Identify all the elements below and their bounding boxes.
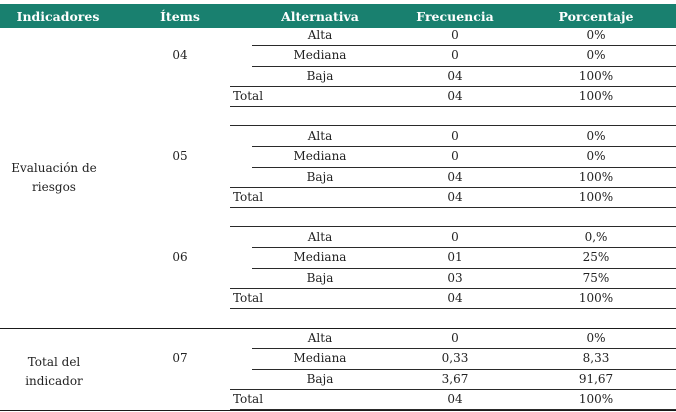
header-alternativa: Alternativa [281, 9, 359, 24]
frecuencia-cell: 0,33 [441, 351, 469, 366]
alternativa-cell: Mediana [293, 250, 347, 265]
group-spacer-line [230, 125, 676, 126]
header-frecuencia: Frecuencia [416, 9, 494, 24]
total-bottom-divider [230, 106, 676, 107]
total-label: Total [232, 391, 264, 406]
indicator-evaluacion-line1: Evaluación de [11, 161, 97, 175]
alternativa-cell: Alta [307, 129, 333, 143]
porcentaje-cell: 100% [578, 169, 614, 184]
item-number: 07 [172, 351, 188, 366]
alternativa-cell: Alta [307, 230, 333, 244]
frecuencia-cell: 0 [451, 48, 459, 63]
porcentaje-cell: 0% [586, 331, 606, 345]
total-frecuencia: 04 [447, 391, 463, 406]
indicator-total-line1: Total del [27, 355, 81, 369]
alternativa-cell: Mediana [293, 351, 347, 366]
total-label: Total [232, 189, 264, 204]
frecuencia-cell: 0 [451, 331, 459, 345]
group-spacer-line [230, 226, 676, 227]
total-frecuencia: 04 [447, 189, 463, 204]
alternativa-cell: Mediana [293, 149, 347, 164]
frecuencia-cell: 03 [447, 270, 463, 285]
header-indicadores: Indicadores [16, 9, 100, 24]
section-divider [0, 328, 676, 329]
frecuencia-cell: 04 [447, 68, 463, 83]
total-porcentaje: 100% [578, 290, 614, 305]
alternativa-cell: Alta [307, 28, 333, 42]
porcentaje-cell: 0% [586, 149, 606, 164]
table-bottom-rule [0, 410, 676, 411]
total-bottom-divider [230, 308, 676, 309]
alternativa-cell: Baja [306, 371, 334, 386]
alternativa-cell: Baja [306, 169, 334, 184]
frecuencia-cell: 0 [451, 129, 459, 143]
frecuencia-cell: 01 [447, 250, 463, 265]
total-frecuencia: 04 [447, 290, 463, 305]
porcentaje-cell: 8,33 [582, 351, 610, 366]
frecuencia-cell: 0 [451, 149, 459, 164]
porcentaje-cell: 0% [586, 28, 606, 42]
indicator-total [4, 353, 104, 391]
alternativa-cell: Baja [306, 270, 334, 285]
alternativa-cell: Baja [306, 68, 334, 83]
indicator-evaluacion-line2: riesgos [32, 180, 76, 194]
table-header [0, 4, 676, 28]
total-frecuencia: 04 [447, 88, 463, 103]
alternativa-cell: Alta [307, 331, 333, 345]
porcentaje-cell: 0% [586, 48, 606, 63]
total-porcentaje: 100% [578, 88, 614, 103]
item-number: 06 [172, 250, 188, 265]
porcentaje-cell: 0% [586, 129, 606, 143]
frecuencia-cell: 0 [451, 230, 459, 244]
porcentaje-cell: 91,67 [578, 371, 614, 386]
total-label: Total [232, 88, 264, 103]
porcentaje-cell: 25% [582, 250, 610, 265]
header-porcentaje: Porcentaje [558, 9, 634, 24]
frecuencia-cell: 0 [451, 28, 459, 42]
frecuencia-cell: 3,67 [441, 371, 469, 386]
porcentaje-cell: 75% [582, 270, 610, 285]
alternativa-cell: Mediana [293, 48, 347, 63]
indicator-total-line2: indicador [25, 374, 83, 388]
total-bottom-divider [230, 207, 676, 208]
item-number: 04 [172, 48, 188, 63]
total-porcentaje: 100% [578, 189, 614, 204]
porcentaje-cell: 100% [578, 68, 614, 83]
porcentaje-cell: 0,% [584, 230, 608, 244]
header-items: Ítems [160, 9, 200, 24]
item-number: 05 [172, 149, 188, 164]
indicator-evaluacion [4, 159, 104, 197]
frecuencia-cell: 04 [447, 169, 463, 184]
total-label: Total [232, 290, 264, 305]
total-porcentaje: 100% [578, 391, 614, 406]
